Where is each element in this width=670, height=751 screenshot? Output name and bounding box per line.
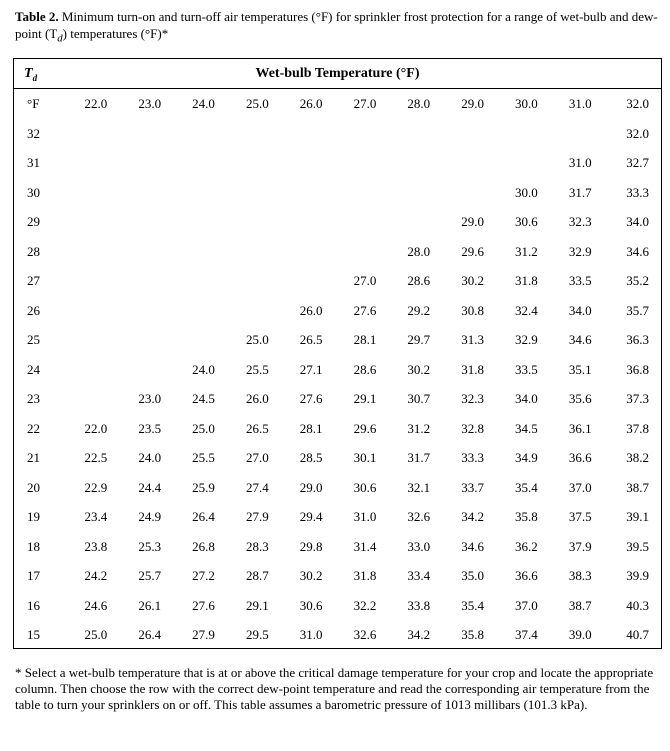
temperature-cell: 28.5: [299, 450, 323, 466]
temperature-cell: [69, 267, 123, 297]
temperature-cell: 32.4: [515, 302, 538, 318]
temperature-cell: [69, 149, 123, 179]
dew-point-header: [24, 66, 37, 83]
temperature-cell: 33.0: [407, 538, 431, 554]
temperature-cell: 30.2: [299, 568, 323, 584]
table-row: [14, 532, 661, 562]
temperature-cell: [392, 208, 446, 238]
temperature-cell: [69, 296, 123, 326]
temperature-cell: 33.3: [461, 450, 484, 466]
column-header: 23.0: [138, 96, 162, 111]
temperature-cell: 31.2: [407, 420, 431, 436]
table-row: [14, 149, 661, 179]
dew-point-label: 22: [27, 420, 40, 436]
column-header: 25.0: [245, 96, 269, 111]
temperature-cell: 34.6: [626, 243, 649, 259]
temperature-cell: 36.3: [626, 332, 649, 348]
temperature-cell: 38.7: [568, 597, 592, 613]
temperature-cell: [177, 119, 231, 149]
table-row: [14, 326, 661, 356]
temperature-cell: [177, 178, 231, 208]
temperature-cell: 34.0: [626, 214, 649, 230]
temperature-cell: [338, 119, 392, 149]
temperature-cell: 25.3: [138, 538, 162, 554]
temperature-cell: [123, 355, 177, 385]
temperature-cell: 31.0: [299, 627, 323, 643]
caption-subscript: d: [57, 32, 63, 45]
temperature-cell: 33.5: [568, 273, 592, 289]
temperature-cell: 36.2: [515, 538, 538, 554]
caption-text-end: ) temperatures (°F)*: [62, 26, 169, 41]
temperature-cell: 29.5: [245, 627, 269, 643]
temperature-cell: 35.8: [461, 627, 484, 643]
temperature-cell: 29.6: [353, 420, 377, 436]
table-row: [14, 178, 661, 208]
temperature-cell: [69, 385, 123, 415]
temperature-cell: 40.3: [626, 597, 649, 613]
temperature-cell: 34.5: [515, 420, 538, 436]
temperature-cell: 31.3: [461, 332, 484, 348]
temperature-cell: [500, 119, 554, 149]
column-header: 22.0: [84, 96, 108, 111]
temperature-cell: 30.6: [299, 597, 323, 613]
table-row: [14, 237, 661, 267]
temperature-cell: 39.0: [568, 627, 592, 643]
temperature-cell: [284, 119, 338, 149]
temperature-cell: [284, 149, 338, 179]
temperature-cell: 29.1: [353, 391, 377, 407]
dew-point-label: 32: [27, 125, 40, 141]
table-row: [14, 414, 661, 444]
temperature-cell: 26.0: [245, 391, 269, 407]
temperature-cell: [392, 149, 446, 179]
table-row: [14, 385, 661, 415]
dew-point-label: 18: [27, 538, 40, 554]
temperature-cell: 27.6: [192, 597, 215, 613]
temperature-cell: 26.5: [299, 332, 323, 348]
temperature-cell: 30.6: [515, 214, 538, 230]
temperature-cell: 39.9: [626, 568, 649, 584]
temperature-cell: [338, 208, 392, 238]
temperature-cell: 27.0: [245, 450, 269, 466]
table-row: [14, 296, 661, 326]
temperature-cell: 31.7: [407, 450, 431, 466]
temperature-cell: [230, 296, 284, 326]
temperature-cell: [230, 237, 284, 267]
column-header: 26.0: [299, 96, 323, 111]
column-header-row: [14, 89, 661, 119]
temperature-cell: 28.7: [245, 568, 269, 584]
temperature-cell: [177, 208, 231, 238]
temperature-cell: [123, 296, 177, 326]
temperature-cell: 25.0: [245, 332, 269, 348]
temperature-cell: [123, 326, 177, 356]
temperature-cell: 30.2: [407, 361, 431, 377]
temperature-cell: 25.5: [245, 361, 269, 377]
temperature-cell: 27.9: [245, 509, 269, 525]
temperature-cell: [284, 237, 338, 267]
dew-point-label: 29: [27, 214, 40, 230]
column-header: 32.0: [626, 96, 649, 111]
temperature-cell: 31.4: [353, 538, 377, 554]
temperature-cell: [123, 208, 177, 238]
temperature-cell: [230, 149, 284, 179]
dew-point-label: 27: [27, 273, 40, 289]
temperature-cell: 35.6: [568, 391, 592, 407]
temperature-cell: 32.6: [407, 509, 431, 525]
temperature-cell: 34.6: [461, 538, 484, 554]
temperature-cell: 24.9: [138, 509, 162, 525]
dew-point-symbol: T: [24, 66, 33, 81]
temperature-cell: 32.3: [568, 214, 592, 230]
caption-text: Minimum turn-on and turn-off air temperatures (°F) for sprinkler frost protection for a range of wet-bulb and dew-point (T: [15, 9, 658, 41]
column-header: 24.0: [192, 96, 215, 111]
temperature-cell: [177, 326, 231, 356]
temperature-cell: 28.6: [353, 361, 377, 377]
temperature-cell: 24.2: [84, 568, 108, 584]
temperature-cell: 29.7: [407, 332, 431, 348]
temperature-cell: 33.4: [407, 568, 431, 584]
temperature-cell: 27.6: [353, 302, 377, 318]
column-header: 30.0: [515, 96, 538, 111]
temperature-cell: 24.4: [138, 479, 162, 495]
temperature-cell: 34.2: [461, 509, 484, 525]
temperature-cell: [69, 208, 123, 238]
table-row: [14, 267, 661, 297]
temperature-cell: 30.2: [461, 273, 484, 289]
table-row: [14, 503, 661, 533]
temperature-cell: 33.7: [461, 479, 484, 495]
temperature-cell: 31.8: [461, 361, 484, 377]
unit-label: °F: [27, 96, 40, 111]
temperature-cell: 33.8: [407, 597, 431, 613]
temperature-cell: [553, 119, 607, 149]
temperature-cell: 26.1: [138, 597, 162, 613]
temperature-cell: 27.0: [353, 273, 377, 289]
temperature-cell: 31.8: [353, 568, 377, 584]
temperature-cell: [69, 178, 123, 208]
temperature-cell: 32.8: [461, 420, 484, 436]
temperature-cell: 32.1: [407, 479, 431, 495]
dew-point-label: 30: [27, 184, 40, 200]
temperature-cell: 36.6: [515, 568, 538, 584]
column-header: 28.0: [407, 96, 431, 111]
temperature-cell: [230, 208, 284, 238]
temperature-cell: [69, 355, 123, 385]
dew-point-label: 28: [27, 243, 40, 259]
temperature-cell: 22.5: [84, 450, 108, 466]
temperature-cell: [69, 237, 123, 267]
temperature-cell: 34.9: [515, 450, 538, 466]
temperature-cell: [230, 119, 284, 149]
temperature-cell: 33.3: [626, 184, 649, 200]
temperature-cell: 29.4: [299, 509, 323, 525]
temperature-cell: [446, 178, 500, 208]
temperature-cell: 29.1: [245, 597, 269, 613]
temperature-cell: 25.0: [192, 420, 215, 436]
temperature-cell: 34.0: [568, 302, 592, 318]
temperature-cell: 27.6: [299, 391, 323, 407]
column-header: 27.0: [353, 96, 377, 111]
temperature-cell: 34.6: [568, 332, 592, 348]
temperature-cell: 32.9: [515, 332, 538, 348]
temperature-cell: 25.9: [192, 479, 215, 495]
temperature-cell: [123, 149, 177, 179]
caption-label: Table 2.: [15, 9, 59, 24]
temperature-cell: 34.2: [407, 627, 431, 643]
temperature-cell: [177, 237, 231, 267]
temperature-cell: 26.4: [192, 509, 215, 525]
temperature-cell: [284, 208, 338, 238]
temperature-cell: 31.8: [515, 273, 538, 289]
temperature-cell: 37.9: [568, 538, 592, 554]
temperature-cell: [123, 119, 177, 149]
temperature-cell: [500, 149, 554, 179]
temperature-cell: 24.0: [192, 361, 215, 377]
temperature-cell: 36.6: [568, 450, 592, 466]
temperature-cell: 39.1: [626, 509, 649, 525]
temperature-cell: 31.0: [568, 155, 592, 171]
temperature-cell: 26.5: [245, 420, 269, 436]
temperature-cell: 23.4: [84, 509, 108, 525]
temperature-cell: 25.7: [138, 568, 162, 584]
temperature-cell: [177, 267, 231, 297]
temperature-cell: [123, 267, 177, 297]
temperature-cell: [446, 149, 500, 179]
temperature-cell: 37.3: [626, 391, 649, 407]
temperature-cell: 37.4: [515, 627, 538, 643]
temperature-cell: [338, 149, 392, 179]
temperature-cell: 38.3: [568, 568, 592, 584]
temperature-cell: 26.4: [138, 627, 162, 643]
grid-body: [14, 89, 661, 650]
temperature-cell: 35.7: [626, 302, 649, 318]
temperature-cell: 27.4: [245, 479, 269, 495]
temperature-cell: 34.0: [515, 391, 538, 407]
temperature-cell: 24.5: [192, 391, 215, 407]
temperature-cell: 32.0: [626, 125, 649, 141]
dew-point-label: 15: [27, 627, 40, 643]
temperature-cell: 32.3: [461, 391, 484, 407]
temperature-cell: 30.7: [407, 391, 431, 407]
temperature-cell: 30.0: [515, 184, 538, 200]
temperature-cell: [177, 296, 231, 326]
temperature-cell: [123, 237, 177, 267]
temperature-cell: 22.9: [84, 479, 108, 495]
temperature-cell: 36.8: [626, 361, 649, 377]
temperature-cell: [69, 119, 123, 149]
dew-point-label: 19: [27, 509, 40, 525]
temperature-table: [13, 58, 662, 649]
dew-point-label: 31: [27, 155, 40, 171]
temperature-cell: 32.7: [626, 155, 649, 171]
temperature-cell: [284, 267, 338, 297]
temperature-cell: 29.2: [407, 302, 431, 318]
table-row: [14, 621, 661, 651]
table-row: [14, 355, 661, 385]
temperature-cell: 35.1: [568, 361, 592, 377]
temperature-cell: [230, 178, 284, 208]
temperature-cell: 23.8: [84, 538, 108, 554]
temperature-cell: 28.0: [407, 243, 431, 259]
temperature-cell: [69, 326, 123, 356]
temperature-cell: 35.4: [515, 479, 538, 495]
dew-point-label: 17: [27, 568, 40, 584]
temperature-cell: 28.6: [407, 273, 431, 289]
temperature-cell: [338, 178, 392, 208]
temperature-cell: 37.0: [568, 479, 592, 495]
table-caption: [15, 8, 660, 48]
temperature-cell: 31.0: [353, 509, 377, 525]
temperature-cell: [177, 149, 231, 179]
column-header: 31.0: [568, 96, 592, 111]
temperature-cell: 26.0: [299, 302, 323, 318]
temperature-cell: 23.0: [138, 391, 162, 407]
temperature-cell: 40.7: [626, 627, 649, 643]
temperature-cell: 35.4: [461, 597, 484, 613]
temperature-cell: 31.7: [568, 184, 592, 200]
temperature-cell: 24.6: [84, 597, 108, 613]
temperature-cell: 39.5: [626, 538, 649, 554]
temperature-cell: 33.5: [515, 361, 538, 377]
temperature-cell: 31.2: [515, 243, 538, 259]
temperature-cell: [123, 178, 177, 208]
temperature-cell: 29.0: [461, 214, 484, 230]
temperature-cell: [230, 267, 284, 297]
temperature-cell: 27.2: [192, 568, 215, 584]
temperature-cell: 37.5: [568, 509, 592, 525]
dew-point-label: 21: [27, 450, 40, 466]
temperature-cell: 27.9: [192, 627, 215, 643]
temperature-cell: 29.0: [299, 479, 323, 495]
table-row: [14, 208, 661, 238]
dew-point-label: 24: [27, 361, 40, 377]
dew-point-label: 26: [27, 302, 40, 318]
temperature-cell: 37.0: [515, 597, 538, 613]
temperature-cell: 30.8: [461, 302, 484, 318]
temperature-cell: 28.1: [299, 420, 323, 436]
table-row: [14, 119, 661, 149]
temperature-cell: 28.1: [353, 332, 377, 348]
temperature-cell: [392, 119, 446, 149]
dew-point-label: 20: [27, 479, 40, 495]
temperature-cell: 28.3: [245, 538, 269, 554]
temperature-cell: 32.6: [353, 627, 377, 643]
temperature-cell: 35.8: [515, 509, 538, 525]
temperature-cell: 22.0: [84, 420, 108, 436]
temperature-cell: [284, 178, 338, 208]
column-header: 29.0: [461, 96, 484, 111]
temperature-cell: 37.8: [626, 420, 649, 436]
temperature-grid: [14, 89, 661, 650]
temperature-cell: 23.5: [138, 420, 162, 436]
temperature-cell: 36.1: [568, 420, 592, 436]
dew-point-label: 23: [27, 391, 40, 407]
table-row: [14, 591, 661, 621]
temperature-cell: 29.8: [299, 538, 323, 554]
temperature-cell: 35.0: [461, 568, 484, 584]
temperature-cell: 25.5: [192, 450, 215, 466]
temperature-cell: [392, 178, 446, 208]
temperature-cell: 30.6: [353, 479, 377, 495]
table-row: [14, 562, 661, 592]
temperature-cell: 32.9: [568, 243, 592, 259]
temperature-cell: [338, 237, 392, 267]
table-row: [14, 444, 661, 474]
temperature-cell: 35.2: [626, 273, 649, 289]
temperature-cell: 29.6: [461, 243, 484, 259]
table-row: [14, 473, 661, 503]
footnote: * Select a wet-bulb temperature that is at or above the critical damage temperature for your crop and locate the appropriate column. Then choose the row with the correct dew-point temperature and read the corresponding air temperature from the table to turn your sprinklers on or off. This table assumes a barometric pressure of 1013 millibars (101.3 kPa).: [15, 665, 654, 712]
dew-point-label: 25: [27, 332, 40, 348]
wet-bulb-header: Wet-bulb Temperature (°F): [255, 66, 420, 81]
temperature-cell: 32.2: [353, 597, 377, 613]
temperature-cell: 38.2: [626, 450, 649, 466]
temperature-cell: [446, 119, 500, 149]
temperature-cell: 25.0: [84, 627, 108, 643]
temperature-cell: 26.8: [192, 538, 215, 554]
temperature-cell: 24.0: [138, 450, 162, 466]
temperature-cell: 27.1: [299, 361, 323, 377]
dew-point-label: 16: [27, 597, 40, 613]
temperature-cell: 30.1: [353, 450, 377, 466]
temperature-cell: 38.7: [626, 479, 649, 495]
dew-point-subscript: d: [32, 72, 38, 83]
